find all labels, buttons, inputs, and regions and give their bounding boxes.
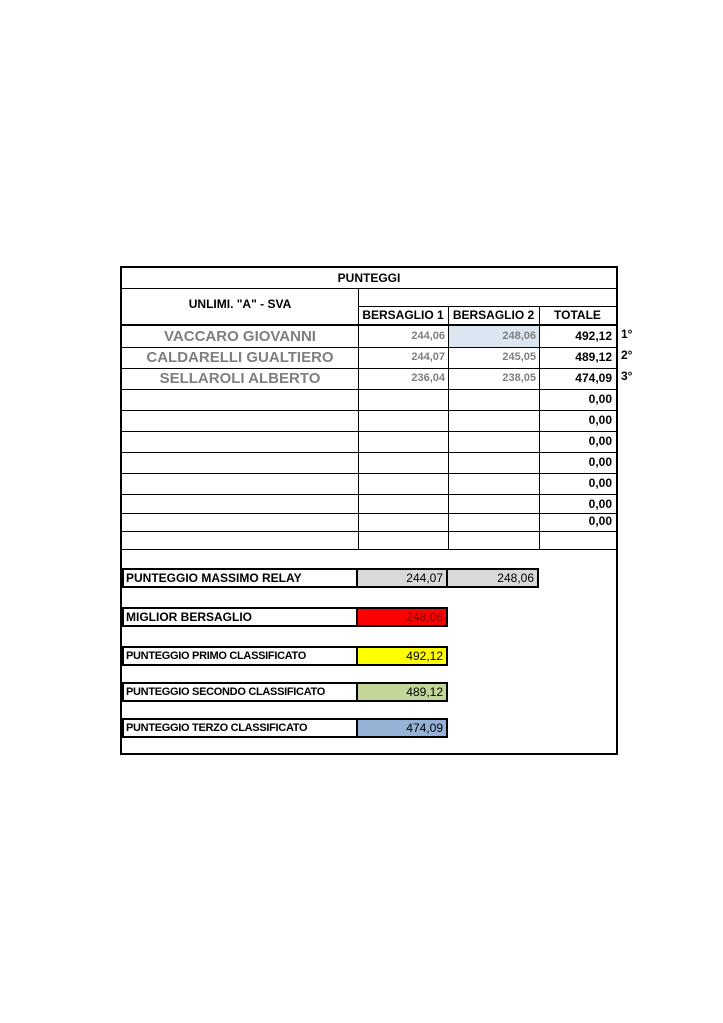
empty-total: 0,00: [588, 434, 612, 448]
competitor-name: SELLAROLI ALBERTO: [159, 370, 321, 387]
target2-score: 245,05: [502, 351, 536, 363]
second-place-value: 489,12: [356, 682, 448, 702]
target1-score: 244,07: [411, 351, 445, 363]
competitor-name: CALDARELLI GUALTIERO: [146, 349, 334, 366]
empty-total: 0,00: [588, 476, 612, 490]
grid-line: [122, 531, 616, 532]
placement-first: 1°: [621, 327, 633, 341]
competitor-name: VACCARO GIOVANNI: [164, 328, 316, 345]
best-target-value: 248,06: [356, 607, 448, 627]
empty-total: 0,00: [588, 392, 612, 406]
relay-max-label: PUNTEGGIO MASSIMO RELAY: [122, 568, 358, 588]
empty-total: 0,00: [588, 497, 612, 511]
grid-line: [122, 549, 616, 550]
first-place-value: 492,12: [356, 646, 448, 666]
relay-max-target2: 248,06: [446, 568, 539, 588]
best-target-label: MIGLIOR BERSAGLIO: [122, 607, 358, 627]
category-label: UNLIMI. "A" - SVA: [188, 297, 292, 311]
target2-score: 248,06: [502, 330, 536, 342]
total-score: 489,12: [575, 350, 612, 364]
second-place-label: PUNTEGGIO SECONDO CLASSIFICATO: [122, 682, 358, 702]
placement-third: 3°: [621, 369, 633, 383]
target1-score: 236,04: [411, 372, 445, 384]
column-header-total: TOTALE: [554, 308, 601, 322]
relay-max-target1: 244,07: [356, 568, 448, 588]
target2-score: 238,05: [502, 372, 536, 384]
empty-total: 0,00: [588, 514, 612, 528]
empty-total: 0,00: [588, 413, 612, 427]
placement-second: 2°: [621, 348, 633, 362]
column-header-target2: BERSAGLIO 2: [452, 308, 535, 322]
empty-total: 0,00: [588, 455, 612, 469]
total-score: 474,09: [575, 371, 612, 385]
first-place-label: PUNTEGGIO PRIMO CLASSIFICATO: [122, 646, 358, 666]
column-header-target1: BERSAGLIO 1: [362, 308, 444, 322]
third-place-label: PUNTEGGIO TERZO CLASSIFICATO: [122, 718, 358, 738]
total-score: 492,12: [575, 329, 612, 343]
target1-score: 244,06: [411, 330, 445, 342]
sheet-title: PUNTEGGI: [337, 271, 401, 285]
score-sheet: [120, 266, 618, 755]
third-place-value: 474,09: [356, 718, 448, 738]
